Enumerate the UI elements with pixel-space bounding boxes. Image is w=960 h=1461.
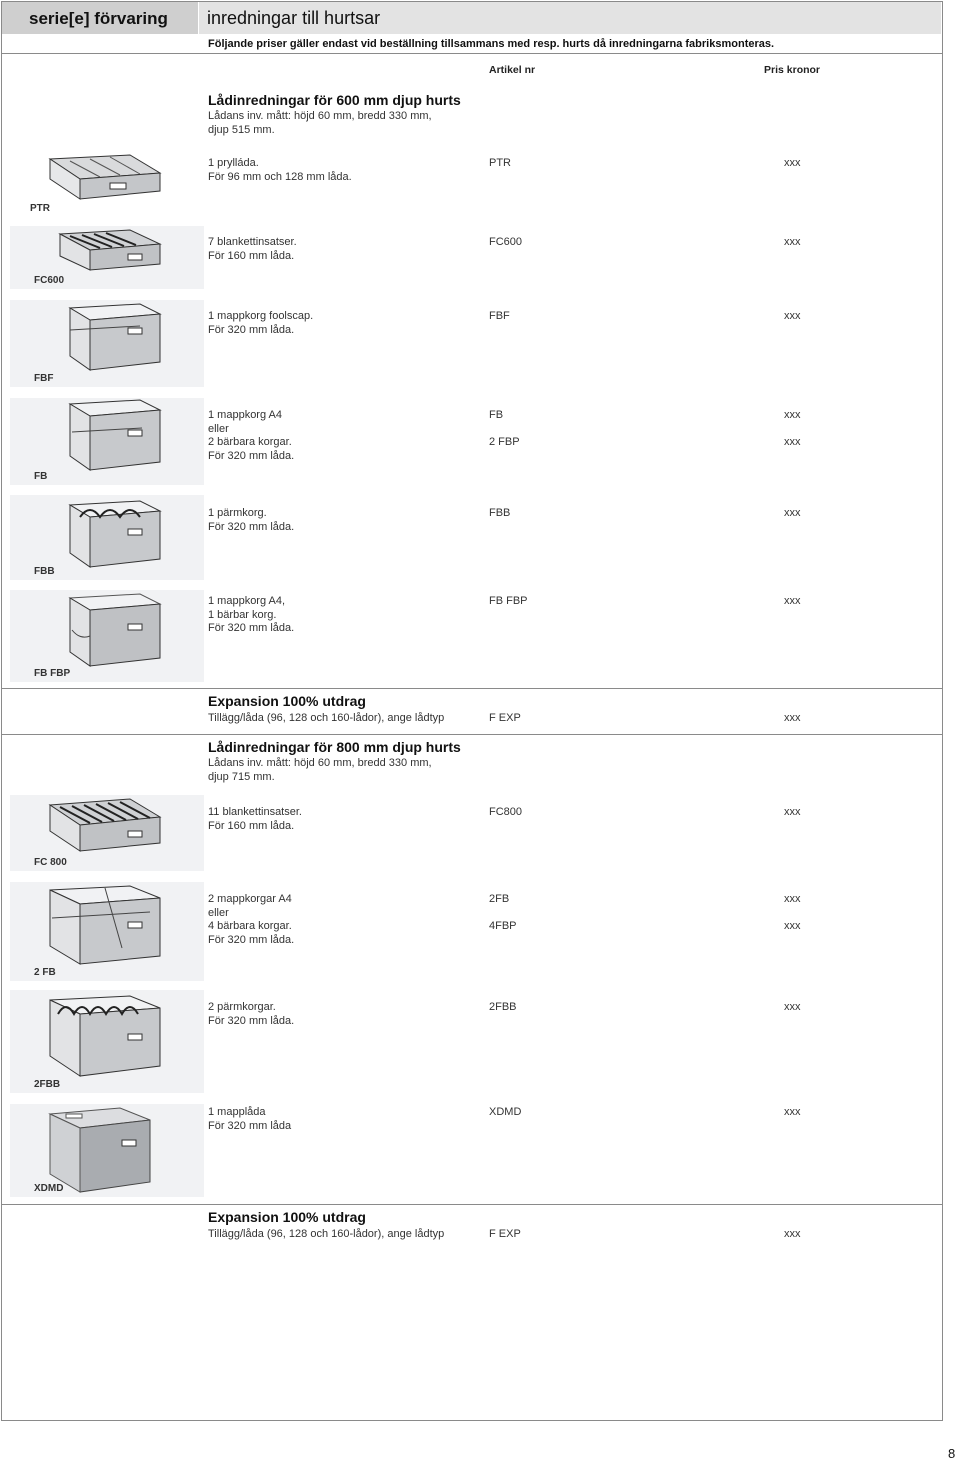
product-image-2fbb [10,990,204,1093]
price: xxx [784,310,801,322]
item-line: 1 bärbar korg. [208,608,277,621]
column-header-article: Artikel nr [489,64,536,76]
brand-bar [2,2,198,34]
section-desc-800-line2: djup 715 mm. [208,771,275,783]
article-number: F EXP [489,1228,521,1240]
item-line: För 96 mm och 128 mm låda. [208,170,352,183]
article-number: FC600 [489,236,523,248]
image-code: XDMD [34,1183,64,1194]
image-code: PTR [30,203,50,214]
column-header-price: Pris kronor [764,64,821,76]
expansion-desc: Tillägg/låda (96, 128 och 160-lådor), ange lådtyp [208,1228,445,1240]
brand-title: serie[e] förvaring [29,9,168,28]
price: xxx [784,893,801,905]
divider [2,53,942,54]
article-number: FBF [489,310,510,322]
item-line: 2 bärbara korgar. [208,436,292,448]
item-line: 1 prylláda. [208,157,259,169]
divider [2,1204,942,1205]
page-number: 8 [948,1446,956,1461]
price: xxx [784,507,801,519]
item-desc [208,893,294,947]
item-desc [208,409,294,463]
item-line: För 320 mm låda. [208,622,295,634]
divider [2,688,942,689]
item-line: 1 mappkorg A4, [208,595,286,607]
article-number-alt: 4FBP [489,920,517,932]
product-image-fb [10,398,204,485]
article-number-alt: 2 FBP [489,436,520,448]
binder-basket-icon [10,990,204,1093]
item-line: För 320 mm låda. [208,933,295,946]
article-number: FBB [489,507,511,519]
image-code: FB FBP [34,668,71,679]
item-desc [208,507,294,534]
product-image-fbb [10,495,204,580]
price: xxx [784,1106,801,1118]
image-code: 2FBB [34,1079,61,1090]
item-line: För 320 mm låda. [208,323,295,336]
article-number: F EXP [489,712,521,724]
price-alt: xxx [784,436,801,448]
image-code: FBF [34,373,54,384]
article-number: XDMD [489,1106,522,1118]
item-desc [208,1106,291,1133]
item-line: 2 pärmkorgar. [208,1001,276,1013]
section-desc-600-line1: Lådans inv. mått: höjd 60 mm, bredd 330 mm, [208,110,432,122]
image-code: FC 800 [34,857,67,868]
product-image-fc800 [10,795,204,871]
product-image-ptr [10,145,204,217]
section-title-800: Lådinredningar för 800 mm djup hurts [208,739,461,755]
price: xxx [784,806,801,818]
price: xxx [784,595,801,607]
item-line: eller [208,906,229,919]
item-line: 1 mapplåda [208,1106,266,1118]
section-title-600: Lådinredningar för 600 mm djup hurts [208,92,461,108]
item-line: För 320 mm låda [208,1119,292,1132]
article-number: FB FBP [489,595,528,607]
article-number: 2FB [489,893,510,905]
item-line: För 320 mm låda. [208,449,295,462]
item-desc [208,236,297,263]
product-image-fb-fbp [10,590,204,682]
image-code: 2 FB [34,967,56,978]
item-desc [208,1001,294,1028]
price: xxx [784,157,801,169]
item-desc [208,806,302,833]
item-line: 7 blankettinsatser. [208,236,297,248]
expansion-title: Expansion 100% utdrag [208,693,366,709]
item-desc [208,595,294,636]
article-number: 2FBB [489,1001,517,1013]
header-bar [199,2,941,34]
item-line: 11 blankettinsatser. [208,806,302,818]
section-desc-800-line1: Lådans inv. mått: höjd 60 mm, bredd 330 mm, [208,757,432,769]
image-code: FC600 [34,275,65,286]
item-line: 4 bärbara korgar. [208,920,292,932]
item-line: 1 pärmkorg. [208,507,267,519]
item-line: För 160 mm låda. [208,249,295,262]
item-line: För 320 mm låda. [208,520,295,533]
article-number: PTR [489,157,511,169]
page-title: inredningar till hurtsar [207,8,381,28]
item-line: För 160 mm låda. [208,819,295,832]
price: xxx [784,1001,801,1013]
product-image-2fb [10,882,204,981]
price-alt: xxx [784,920,801,932]
product-image-xdmd [10,1104,204,1197]
price: xxx [784,236,801,248]
price: xxx [784,712,801,724]
item-line: 1 mappkorg foolscap. [208,310,314,322]
expansion-title: Expansion 100% utdrag [208,1209,366,1225]
item-line: För 320 mm låda. [208,1014,295,1027]
item-desc [208,157,352,184]
divider [2,734,942,735]
item-line: 2 mappkorgar A4 [208,893,292,905]
article-number: FB [489,409,504,421]
expansion-desc: Tillägg/låda (96, 128 och 160-lådor), ange lådtyp [208,712,445,724]
image-code: FB [34,471,48,482]
image-code: FBB [34,566,55,577]
section-desc-600-line2: djup 515 mm. [208,124,275,136]
price: xxx [784,409,801,421]
product-image-fc600 [10,226,204,289]
item-line: 1 mappkorg A4 [208,409,282,421]
price: xxx [784,1228,801,1240]
price-notice: Följande priser gäller endast vid beställning tillsammans med resp. hurts då inredningarna fabriksmonteras. [208,38,775,50]
item-line: eller [208,422,229,435]
product-image-fbf [10,300,204,387]
item-desc [208,310,313,337]
article-number: FC800 [489,806,523,818]
